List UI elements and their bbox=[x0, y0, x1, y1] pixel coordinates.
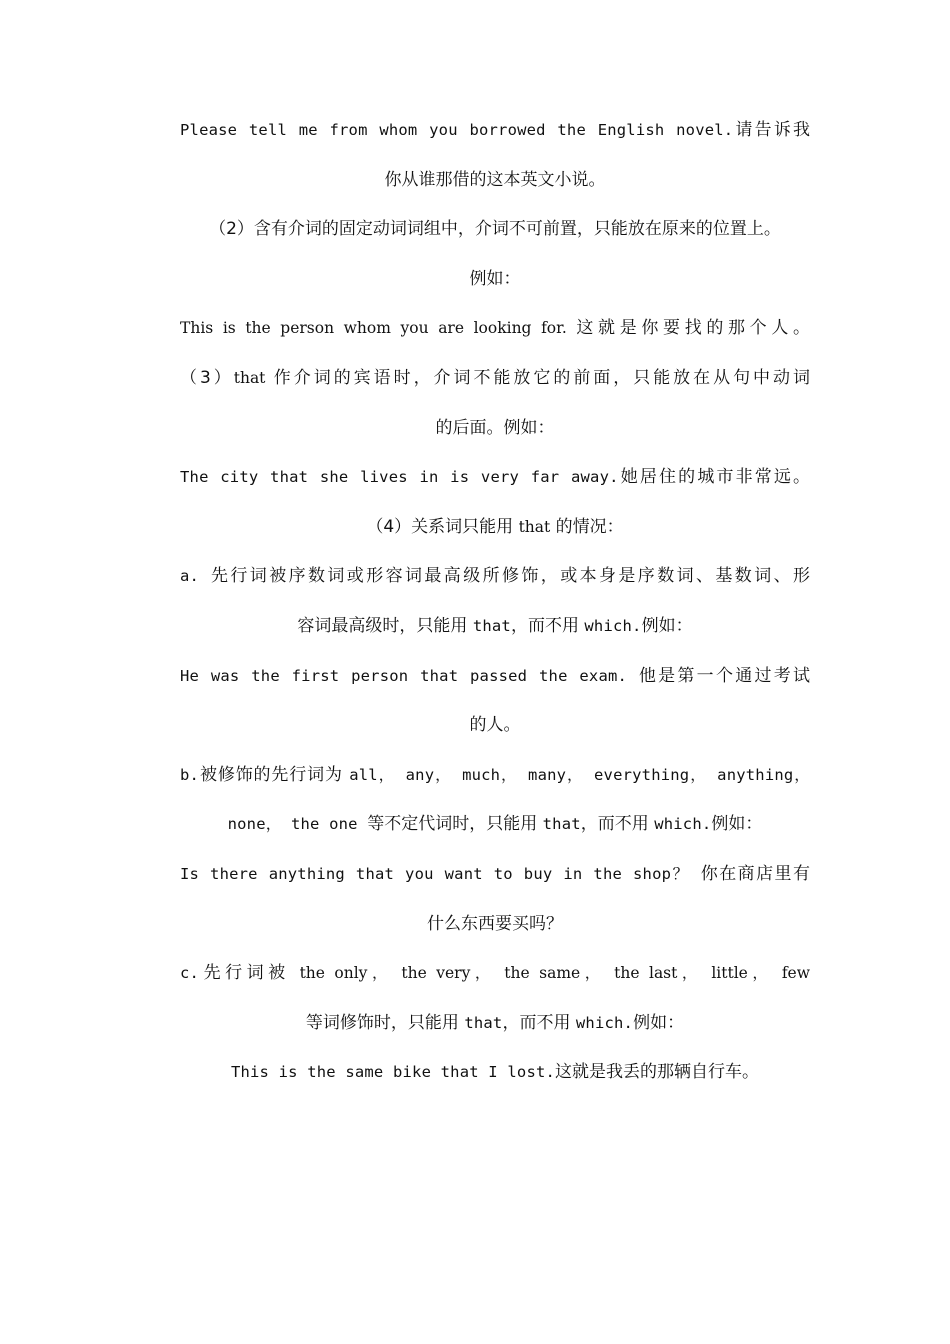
chinese-text: 等词修饰时，只能用 bbox=[305, 1012, 465, 1033]
rule-3-continued bbox=[180, 416, 810, 440]
chinese-text: 等不定代词时，只能用 bbox=[367, 814, 543, 835]
english-text: Is there anything that you want to buy in the shop？ bbox=[180, 864, 701, 883]
chinese-text: （3） bbox=[180, 367, 234, 388]
chinese-text: 的后面。例如： bbox=[435, 417, 555, 438]
example-sentence-1 bbox=[180, 118, 810, 142]
chinese-text: 例如： bbox=[641, 615, 693, 636]
chinese-text: 容词最高级时，只能用 bbox=[297, 615, 473, 636]
english-text: This is the person whom you are looking for. bbox=[180, 319, 577, 338]
english-text: which. bbox=[575, 1013, 634, 1032]
rule-4b-continued bbox=[180, 812, 810, 836]
rule-4a bbox=[180, 564, 810, 588]
english-text: that bbox=[542, 815, 581, 834]
rule-4-heading bbox=[180, 515, 810, 539]
chinese-text: 这就是我丢的那辆自行车。 bbox=[555, 1062, 760, 1083]
example-sentence-2 bbox=[180, 316, 810, 340]
chinese-text: （2）含有介词的固定动词词组中，介词不可前置，只能放在原来的位置上。 bbox=[209, 219, 781, 240]
chinese-text: 的情况： bbox=[550, 516, 624, 537]
chinese-text: 例如： bbox=[633, 1012, 685, 1033]
example-translation-4b bbox=[180, 912, 810, 936]
english-text: c. bbox=[180, 964, 200, 983]
english-text: all， any， much， many， everything， anything， bbox=[349, 765, 810, 784]
rule-3 bbox=[180, 366, 810, 390]
chinese-text: ，而不用 bbox=[502, 1012, 576, 1033]
example-sentence-4b bbox=[180, 862, 810, 886]
chinese-text: ，而不用 bbox=[510, 615, 585, 636]
chinese-text: 例如： bbox=[469, 268, 521, 289]
chinese-text: 你在商店里有 bbox=[700, 863, 810, 884]
rule-4b bbox=[180, 763, 810, 787]
english-text: the only， the very， the same， the last， little， few bbox=[299, 964, 810, 983]
english-text: that bbox=[464, 1013, 503, 1032]
example-translation-1 bbox=[180, 168, 810, 192]
chinese-text: 例如： bbox=[711, 814, 763, 835]
english-text: none， the one bbox=[227, 815, 368, 834]
chinese-text: 的人。 bbox=[469, 715, 521, 736]
english-text: that bbox=[518, 517, 551, 536]
chinese-text: 先行词被 bbox=[199, 963, 300, 984]
chinese-text: 作介词的宾语时，介词不能放它的前面，只能放在从句中动词 bbox=[265, 367, 810, 388]
chinese-text: 这就是你要找的那个人。 bbox=[576, 318, 810, 339]
rule-2-example-label bbox=[180, 267, 810, 291]
english-text: a. bbox=[180, 567, 211, 586]
english-text: which. bbox=[584, 616, 642, 635]
chinese-text: 被修饰的先行词为 bbox=[199, 764, 350, 785]
chinese-text: （4）关系词只能用 bbox=[366, 516, 519, 537]
rule-4a-continued bbox=[180, 614, 810, 638]
example-sentence-4a bbox=[180, 664, 810, 688]
example-sentence-4c bbox=[180, 1060, 810, 1084]
english-text: b. bbox=[180, 765, 200, 784]
english-text: This is the same bike that I lost. bbox=[230, 1063, 556, 1082]
chinese-text: 她居住的城市非常远。 bbox=[618, 467, 810, 488]
chinese-text: 请告诉我 bbox=[733, 120, 810, 140]
document-page bbox=[180, 118, 810, 1110]
english-text: that bbox=[472, 616, 511, 635]
rule-2 bbox=[180, 217, 810, 241]
english-text: which. bbox=[654, 815, 712, 834]
chinese-text: ，而不用 bbox=[580, 814, 655, 835]
english-text: The city that she lives in is very far away. bbox=[180, 468, 619, 487]
chinese-text: 先行词被序数词或形容词最高级所修饰，或本身是序数词、基数词、形 bbox=[211, 566, 810, 587]
rule-4c-continued bbox=[180, 1011, 810, 1035]
chinese-text: 你从谁那借的这本英文小说。 bbox=[384, 169, 606, 190]
english-text: Please tell me from whom you borrowed the English novel. bbox=[180, 121, 734, 139]
english-text: that bbox=[233, 368, 266, 387]
chinese-text: 他是第一个通过考试 bbox=[638, 665, 810, 686]
example-translation-4a bbox=[180, 713, 810, 737]
english-text: He was the first person that passed the exam. bbox=[180, 666, 639, 685]
rule-4c bbox=[180, 961, 810, 985]
example-sentence-3 bbox=[180, 465, 810, 489]
chinese-text: 什么东西要买吗？ bbox=[427, 913, 563, 934]
